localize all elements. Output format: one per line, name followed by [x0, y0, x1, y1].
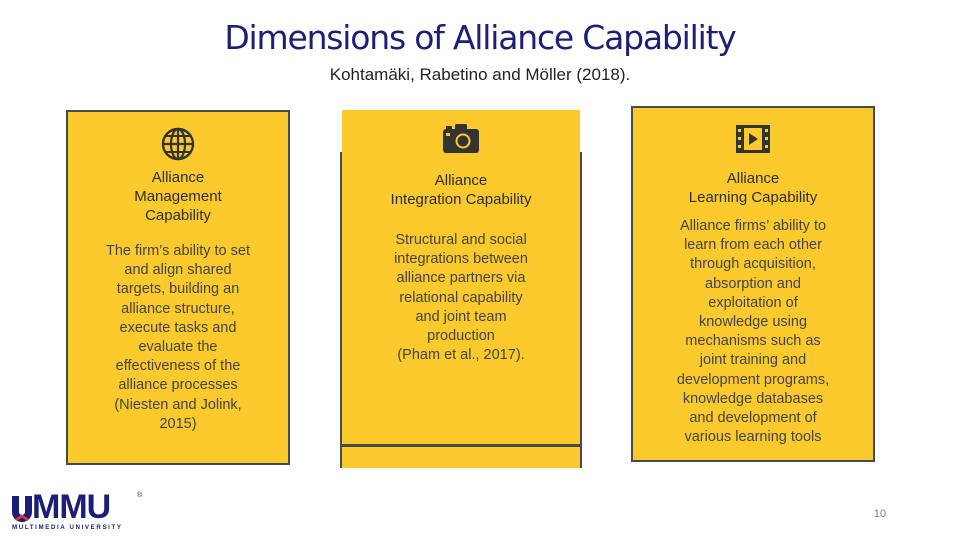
card-body-line: alliance processes	[118, 377, 238, 394]
card-body-line: and joint team	[415, 308, 507, 325]
card-body-line: alliance structure,	[121, 300, 235, 317]
card-divider	[340, 444, 582, 447]
globe-icon	[160, 126, 196, 162]
card-body-line: Structural and social	[395, 232, 527, 248]
card-body-line: knowledge using	[698, 314, 808, 331]
video-icon	[735, 124, 771, 154]
card-title-line: Management	[134, 188, 222, 205]
card-body-line: 2015)	[159, 415, 197, 432]
card-top-edge	[340, 108, 582, 110]
card-title-line: Alliance	[151, 169, 205, 186]
card-body-line: production	[427, 328, 495, 345]
card-body-line: (Pham et al., 2017).	[397, 347, 525, 364]
card-body-line: and align shared	[124, 262, 232, 279]
card-management	[66, 110, 290, 465]
card-title-line: Integration Capability	[390, 191, 532, 208]
card-body-line: joint training and	[699, 352, 807, 369]
card-body-line: The firm’s ability to set	[106, 243, 250, 259]
slide-title: Dimensions of Alliance Capability	[224, 18, 736, 57]
slide-subtitle: Kohtamäki, Rabetino and Möller (2018).	[329, 65, 631, 84]
card-body-line: various learning tools	[684, 429, 822, 446]
card-title-line: Alliance	[726, 170, 780, 187]
card-edge	[340, 152, 342, 468]
card-edge	[340, 108, 342, 152]
card-edge	[580, 152, 582, 468]
camera-icon	[442, 123, 480, 155]
card-body-line: integrations between	[394, 251, 528, 268]
card-body-line: alliance partners via	[396, 270, 526, 287]
card-body	[76, 242, 280, 434]
card-body-line: (Niesten and Jolink,	[114, 396, 242, 413]
card-body-line: relational capability	[399, 289, 523, 306]
logo-text: MMU	[32, 488, 111, 526]
registered-mark: ®	[137, 492, 143, 499]
card-body-line: evaluate the	[138, 339, 218, 356]
card-body	[641, 217, 865, 447]
card-body	[348, 231, 574, 365]
card-title-line: Capability	[145, 207, 211, 224]
logo-subtext: MULTIMEDIA UNIVERSITY	[12, 524, 123, 531]
card-body-line: effectiveness of the	[115, 358, 241, 375]
card-body-line: development programs,	[676, 371, 830, 388]
card-body-line: absorption and	[705, 275, 801, 292]
card-title	[346, 171, 576, 209]
card-integration	[340, 108, 582, 468]
card-body-line: through acquisition,	[690, 256, 816, 273]
card-body-line: exploitation of	[708, 294, 798, 311]
card-body-line: execute tasks and	[119, 319, 237, 336]
card-body-line: learn from each other	[684, 237, 822, 254]
page-number: 10	[873, 508, 887, 520]
card-title	[639, 169, 867, 207]
card-body-line: targets, building an	[116, 281, 240, 298]
card-title-line: Alliance	[434, 172, 488, 189]
card-title-line: Learning Capability	[688, 189, 818, 206]
card-edge	[580, 108, 582, 152]
logo-mark-icon	[10, 494, 34, 524]
mmu-logo	[10, 488, 145, 534]
card-body-line: mechanisms such as	[685, 333, 821, 350]
card-title	[74, 168, 282, 225]
card-body-line: knowledge databases	[682, 390, 824, 407]
card-body-line: and development of	[689, 410, 817, 427]
card-learning	[631, 106, 875, 462]
card-body-line: Alliance firms’ ability to	[679, 218, 827, 234]
